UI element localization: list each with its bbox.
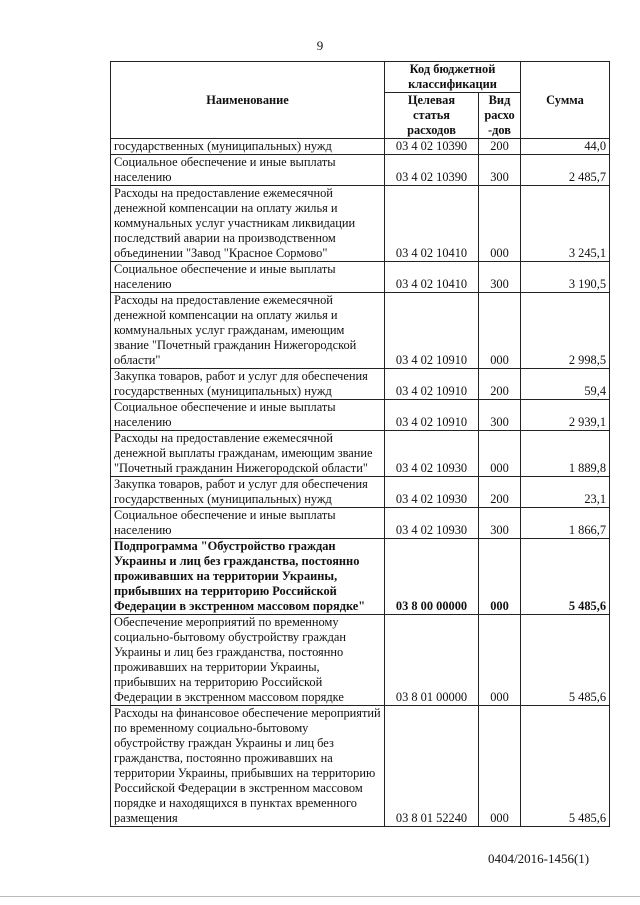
header-name: Наименование [111,62,385,139]
row-code-cell: 03 4 02 10930 [385,477,479,508]
row-type-cell: 300 [479,400,521,431]
row-type-cell: 000 [479,431,521,477]
row-code-cell: 03 4 02 10930 [385,431,479,477]
row-name-cell: Социальное обеспечение и иные выплаты населению [111,400,385,431]
header-sum: Сумма [521,62,610,139]
row-name-cell: Расходы на предоставление ежемесячной денежной компенсации на оплату жилья и коммунальных услуг участникам ликвидации последствий аварии на производственном объединении "Завод "Красное Сормово" [111,186,385,262]
row-code-cell: 03 4 02 10410 [385,186,479,262]
table-row [111,400,610,431]
row-name-cell: Расходы на финансовое обеспечение мероприятий по временному социально-бытовому обустройству граждан Украины и лиц без гражданства, постоянно проживавших на территории Украины, прибывших на территорию Российской Федерации в экстренном массовом порядке и находящихся в пунктах временного размещения [111,706,385,827]
row-code-cell: 03 4 02 10910 [385,293,479,369]
row-name-cell: Закупка товаров, работ и услуг для обеспечения государственных (муниципальных) нужд [111,369,385,400]
scan-edge-divider [0,896,640,897]
header-code-target: Целевая статья расходов [385,93,479,139]
row-name-cell: государственных (муниципальных) нужд [111,139,385,155]
row-sum-cell: 2 939,1 [521,400,610,431]
row-sum-cell: 3 245,1 [521,186,610,262]
row-code-cell: 03 8 01 52240 [385,706,479,827]
row-name-cell: Социальное обеспечение и иные выплаты населению [111,262,385,293]
row-sum-cell: 1 889,8 [521,431,610,477]
row-type-cell: 000 [479,615,521,706]
table-row [111,706,610,827]
table-row [111,369,610,400]
row-sum-cell: 2 998,5 [521,293,610,369]
row-name-cell: Закупка товаров, работ и услуг для обеспечения государственных (муниципальных) нужд [111,477,385,508]
row-sum-cell: 5 485,6 [521,706,610,827]
row-name-cell: Обеспечение мероприятий по временному социально-бытовому обустройству граждан Украины и лиц без гражданства, постоянно проживавших на территории Украины, прибывших на территорию Российской Федерации в экстренном массовом порядке [111,615,385,706]
row-code-cell: 03 8 01 00000 [385,615,479,706]
row-code-cell: 03 4 02 10410 [385,262,479,293]
row-type-cell: 000 [479,706,521,827]
row-name-cell: Социальное обеспечение и иные выплаты населению [111,155,385,186]
table-row [111,615,610,706]
row-type-cell: 200 [479,477,521,508]
budget-table [110,61,610,827]
row-code-cell: 03 8 00 00000 [385,539,479,615]
row-code-cell: 03 4 02 10390 [385,155,479,186]
table-body [111,139,610,827]
row-code-cell: 03 4 02 10390 [385,139,479,155]
row-name-cell: Социальное обеспечение и иные выплаты населению [111,508,385,539]
row-code-cell: 03 4 02 10910 [385,369,479,400]
row-type-cell: 200 [479,369,521,400]
row-type-cell: 300 [479,155,521,186]
row-sum-cell: 5 485,6 [521,539,610,615]
row-name-cell: Подпрограмма "Обустройство граждан Украины и лиц без гражданства, постоянно проживавших на территории Украины, прибывших на территорию Российской Федерации в экстренном массовом порядке" [111,539,385,615]
table-row [111,477,610,508]
header-code-type: Вид расхо -дов [479,93,521,139]
row-type-cell: 000 [479,539,521,615]
row-sum-cell: 1 866,7 [521,508,610,539]
row-type-cell: 300 [479,262,521,293]
row-type-cell: 000 [479,293,521,369]
row-name-cell: Расходы на предоставление ежемесячной денежной выплаты гражданам, имеющим звание "Почетный гражданин Нижегородской области" [111,431,385,477]
row-sum-cell: 5 485,6 [521,615,610,706]
row-sum-cell: 2 485,7 [521,155,610,186]
table-row [111,262,610,293]
page-number: 9 [316,38,324,53]
row-sum-cell: 59,4 [521,369,610,400]
table-row [111,431,610,477]
row-type-cell: 200 [479,139,521,155]
table-row [111,508,610,539]
row-sum-cell: 44,0 [521,139,610,155]
table-row [111,139,610,155]
header-code-group: Код бюджетной классификации [385,62,521,93]
table-row [111,539,610,615]
row-type-cell: 000 [479,186,521,262]
row-name-cell: Расходы на предоставление ежемесячной денежной компенсации на оплату жилья и коммунальных услуг гражданам, имеющим звание "Почетный гражданин Нижегородской области" [111,293,385,369]
document-number: 0404/2016-1456(1) [488,851,590,866]
table-row [111,155,610,186]
row-code-cell: 03 4 02 10930 [385,508,479,539]
table-row [111,293,610,369]
row-sum-cell: 3 190,5 [521,262,610,293]
row-type-cell: 300 [479,508,521,539]
table-row [111,186,610,262]
row-sum-cell: 23,1 [521,477,610,508]
table-header [111,62,610,139]
row-code-cell: 03 4 02 10910 [385,400,479,431]
